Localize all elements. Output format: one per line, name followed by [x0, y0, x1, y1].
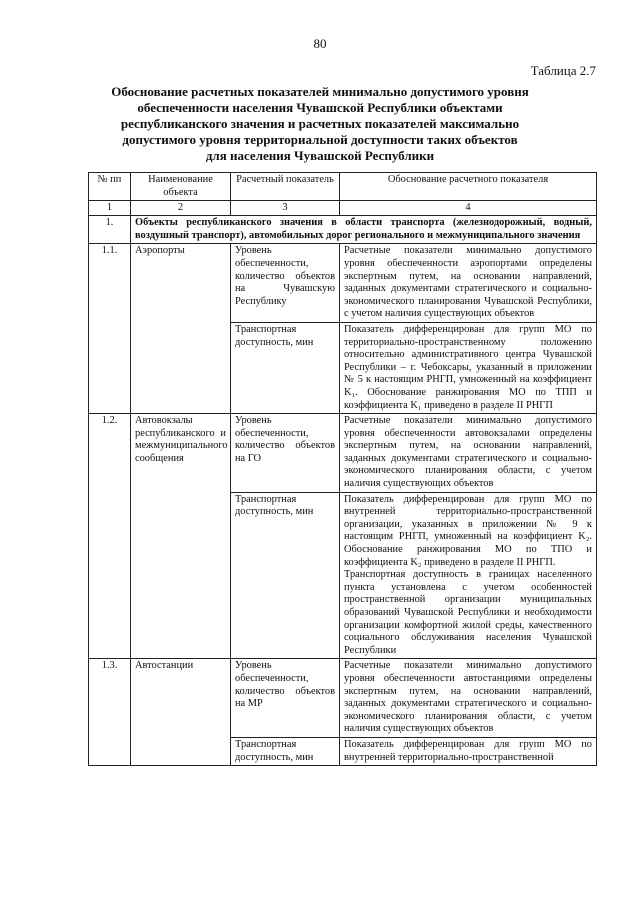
justification-cell: Показатель дифференцирован для групп МО по территориально-пространственному положению относительно административного центра Чувашской Республики – г. Чебоксары, указанный в приложении № 5 к настоящим РНГП, умноженный на коэффициент K₁. Обоснование ранжирования МО по ТПП и коэффициента K₁ приведено в разделе II РНГП [340, 322, 597, 413]
justification-paragraph: Транспортная доступность в границах населенного пункта установлена с учетом особенностей пространственной организации муниципальных образований Чувашской Республики и необходимости организации комфортной жилой среды, качественного социального обслуживания населения Чувашской Республики [344, 569, 592, 656]
table-row [89, 414, 597, 493]
row-number: 1.3. [89, 659, 131, 766]
object-name: Аэропорты [131, 244, 231, 414]
justification-cell [340, 492, 597, 659]
section-title: Объекты республиканского значения в области транспорта (железнодорожный, водный, воздушный транспорт), автомобильных дорог регионального и межмуниципального значения [131, 216, 597, 244]
justification-table [88, 172, 597, 766]
indicator-cell: Уровень обеспеченности, количество объектов на МР [231, 659, 340, 738]
table-row [89, 659, 597, 738]
section-number: 1. [89, 216, 131, 244]
justification-cell: Расчетные показатели минимально допустимого уровня обеспеченности автовокзалами определены экспертным путем, на основании направлений, заданных документами стратегического и социально-экономического планирования области, с учетом наличия существующих объектов [340, 414, 597, 493]
indicator-cell: Транспортная доступность, мин [231, 492, 340, 659]
justification-cell: Расчетные показатели минимально допустимого уровня обеспеченности аэропортами определены экспертным путем, на основании направлений, заданных документами стратегического и социально-экономического планирования Чувашской Республики, с учетом наличия существующих объектов [340, 244, 597, 323]
title-line: республиканского значения и расчетных показателей максимально [120, 116, 520, 131]
justification-cell: Расчетные показатели минимально допустимого уровня обеспеченности автостанциями определены экспертным путем, на основании направлений, заданных документами стратегического и социально-экономического планирования области, с учетом наличия существующих объектов [340, 659, 597, 738]
indicator-cell: Транспортная доступность, мин [231, 322, 340, 413]
header-object-name: Наименование объекта [131, 173, 231, 201]
column-number: 1 [89, 201, 131, 216]
justification-cell: Показатель дифференцирован для групп МО по внутренней территориально-пространственной [340, 737, 597, 765]
title-line: для населения Чувашской Республики [205, 148, 435, 163]
object-name: Автовокзалы республиканского и межмуниципального сообщения [131, 414, 231, 659]
justification-paragraph: Показатель дифференцирован для групп МО по внутренней территориально-пространственной организации, указанных в приложении № 9 к настоящим РНГП, умноженный на коэффициент K₂. Обоснование ранжирования МО по ТПО и коэффициента K₂ приведено в разделе II РНГП. [344, 493, 592, 568]
header-indicator: Расчетный показатель [231, 173, 340, 201]
indicator-cell: Уровень обеспеченности, количество объектов на ГО [231, 414, 340, 493]
title-line: обеспеченности населения Чувашской Республики объектами [137, 100, 503, 115]
indicator-cell: Транспортная доступность, мин [231, 737, 340, 765]
title-line: допустимого уровня территориальной доступности таких объектов [122, 132, 518, 147]
column-number: 3 [231, 201, 340, 216]
page-number: 80 [313, 36, 327, 51]
row-number: 1.1. [89, 244, 131, 414]
header-number: № пп [89, 173, 131, 201]
object-name: Автостанции [131, 659, 231, 766]
header-justification: Обоснование расчетного показателя [340, 173, 597, 201]
column-number: 2 [131, 201, 231, 216]
table-label: Таблица 2.7 [530, 63, 596, 78]
row-number: 1.2. [89, 414, 131, 659]
column-number-row [89, 201, 597, 216]
indicator-cell: Уровень обеспеченности, количество объектов на Чувашскую Республику [231, 244, 340, 323]
table-title [60, 84, 580, 164]
title-line: Обоснование расчетных показателей минимально допустимого уровня [111, 84, 529, 99]
table-header-row [89, 173, 597, 201]
table-row [89, 244, 597, 323]
column-number: 4 [340, 201, 597, 216]
section-row [89, 216, 597, 244]
